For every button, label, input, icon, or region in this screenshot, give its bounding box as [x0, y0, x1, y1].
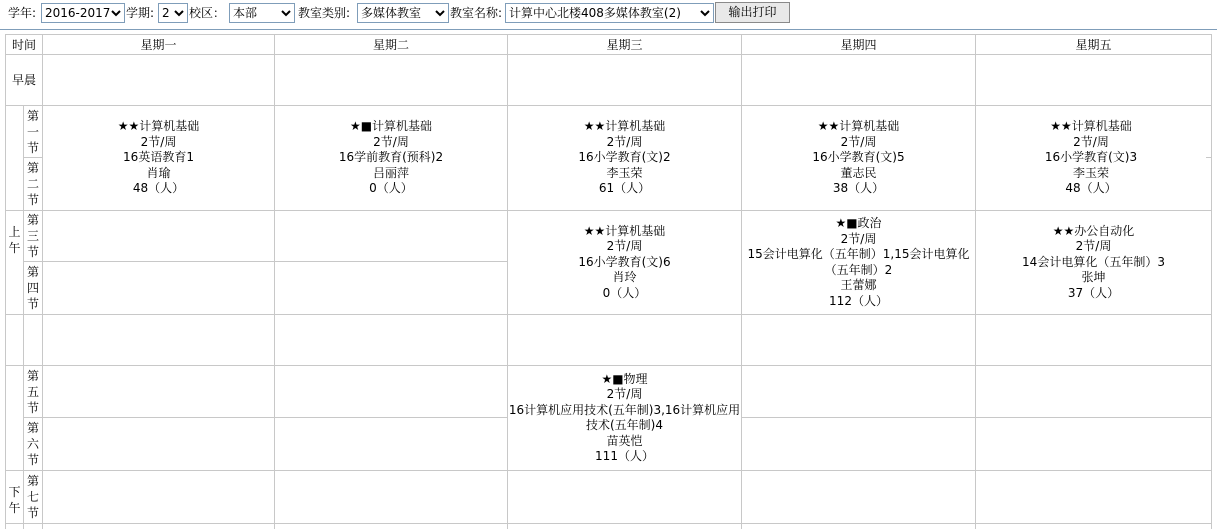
early-label: [6, 55, 42, 105]
campus-label: 校区：: [189, 6, 226, 20]
course-line: 2节/周: [840, 134, 877, 149]
course-line: 2节/周: [840, 231, 877, 246]
period-7-label: [24, 471, 42, 523]
row-label-text: 下午: [8, 484, 21, 515]
time-header: 时间: [11, 38, 36, 52]
year-select[interactable]: [41, 3, 125, 23]
room-type-select[interactable]: [357, 3, 449, 23]
timetable: [0, 30, 1217, 529]
course-fri-p1[interactable]: [976, 106, 1206, 210]
course-line: ★■物理: [601, 371, 648, 386]
campus-select[interactable]: [229, 3, 295, 23]
row-label-text: 第二节: [26, 161, 39, 207]
campus-select-value: 本部: [233, 6, 258, 20]
term-select[interactable]: [158, 3, 188, 23]
course-line: 肖玲: [612, 270, 637, 285]
course-line: 2节/周: [140, 134, 177, 149]
period-4-label: [24, 262, 42, 314]
course-line: 112（人）: [829, 293, 888, 308]
day-header-wed: 星期三: [606, 38, 643, 52]
course-line: ★■计算机基础: [349, 119, 433, 134]
day-header-fri: 星期五: [1075, 38, 1112, 52]
course-line: 48（人）: [132, 181, 185, 196]
course-line: 16学前教育(预科)2: [338, 150, 444, 165]
year-select-value: 2016-2017: [45, 6, 111, 20]
course-wed-p3[interactable]: [508, 211, 741, 314]
row-label-text: 第七节: [26, 474, 39, 520]
course-line: （五年制）2: [824, 262, 893, 277]
course-line: 2节/周: [373, 134, 409, 149]
course-line: ★★计算机基础: [583, 223, 666, 238]
course-fri-p3[interactable]: [976, 211, 1211, 314]
filter-bar: [0, 0, 1217, 30]
course-line: 61（人）: [598, 181, 651, 196]
course-line: 董志民: [840, 165, 877, 180]
course-line: 0（人）: [602, 285, 647, 300]
course-line: ★★计算机基础: [117, 119, 200, 134]
row-label-text: 第三节: [26, 213, 39, 259]
course-line: ★★计算机基础: [1050, 119, 1132, 134]
course-line: 37（人）: [1067, 285, 1120, 300]
course-line: 38（人）: [832, 181, 885, 196]
course-line: 16小学教育(文)3: [1044, 150, 1138, 165]
row-label-text: 第四节: [26, 265, 39, 311]
course-wed-p1[interactable]: [508, 106, 741, 210]
room-type-label: 教室类别:: [298, 6, 351, 20]
course-line: 16计算机应用技术(五年制)3,16计算机应用: [508, 402, 741, 417]
chevron-down-icon: [432, 5, 447, 21]
course-line: 肖瑜: [146, 165, 171, 180]
day-header-mon: 星期一: [140, 38, 177, 52]
course-line: 吕丽萍: [372, 165, 409, 180]
period-3-label: [24, 211, 42, 261]
room-name-label: 教室名称:: [450, 6, 503, 20]
course-line: 16小学教育(文)5: [812, 150, 905, 165]
day-header-tue: 星期二: [372, 38, 409, 52]
print-button[interactable]: 输出打印: [715, 2, 790, 23]
course-line: ★★计算机基础: [583, 119, 666, 134]
chevron-down-icon: [278, 5, 293, 21]
course-line: 2节/周: [606, 387, 643, 401]
course-line: 王蕾娜: [840, 278, 877, 292]
course-mon-p1[interactable]: [43, 106, 274, 210]
course-line: 李玉荣: [606, 165, 643, 180]
course-thu-p3[interactable]: [742, 211, 975, 314]
row-label-text: 第五节: [26, 368, 39, 415]
course-line: ★★办公自动化: [1052, 223, 1135, 238]
course-line: 16小学教育(文)6: [578, 254, 671, 269]
course-line: 2节/周: [1073, 134, 1109, 149]
course-tue-p1[interactable]: [275, 106, 507, 210]
period-6-label: [24, 418, 42, 470]
course-line: 15会计电算化（五年制）1,15会计电算化: [747, 247, 970, 261]
chevron-down-icon: [171, 5, 186, 21]
period-5-label: [24, 366, 42, 417]
course-line: ★★计算机基础: [817, 119, 900, 134]
course-line: 48（人）: [1065, 181, 1117, 196]
course-line: 16英语教育1: [123, 150, 194, 165]
course-thu-p1[interactable]: [742, 106, 975, 210]
row-label-text: 上午: [8, 225, 21, 255]
course-line: 2节/周: [606, 134, 643, 149]
period-1-label: [24, 106, 42, 157]
term-label: 学期:: [126, 6, 155, 20]
course-line: ★■政治: [835, 216, 882, 230]
course-line: 张坤: [1081, 270, 1106, 285]
course-line: 0（人）: [369, 181, 413, 196]
afternoon-label: [6, 470, 23, 529]
row-label-text: 早晨: [11, 73, 36, 87]
term-select-value: 2: [162, 6, 170, 20]
chevron-down-icon: [697, 5, 712, 21]
course-line: 苗英恺: [606, 433, 643, 448]
day-header-thu: 星期四: [840, 38, 877, 52]
course-line: 2节/周: [606, 239, 643, 254]
course-line: 技术(五年制)4: [586, 418, 663, 432]
course-line: 16小学教育(文)2: [578, 150, 671, 165]
room-type-select-value: 多媒体教室: [361, 6, 422, 20]
room-name-select[interactable]: [505, 3, 714, 23]
course-line: 2节/周: [1075, 239, 1112, 254]
room-name-select-value: 计算中心北楼408多媒体教室(2): [509, 6, 681, 20]
row-label-text: 第六节: [26, 421, 39, 467]
period-2-label: [24, 158, 42, 210]
row-label-text: 第一节: [26, 108, 39, 155]
course-wed-p5[interactable]: [508, 366, 741, 470]
course-line: 李玉荣: [1072, 165, 1109, 180]
morning-label: [6, 210, 23, 270]
course-line: 14会计电算化（五年制）3: [1022, 254, 1165, 269]
year-label: 学年:: [8, 6, 37, 20]
course-line: 111（人）: [595, 449, 654, 463]
chevron-down-icon: [108, 5, 123, 21]
